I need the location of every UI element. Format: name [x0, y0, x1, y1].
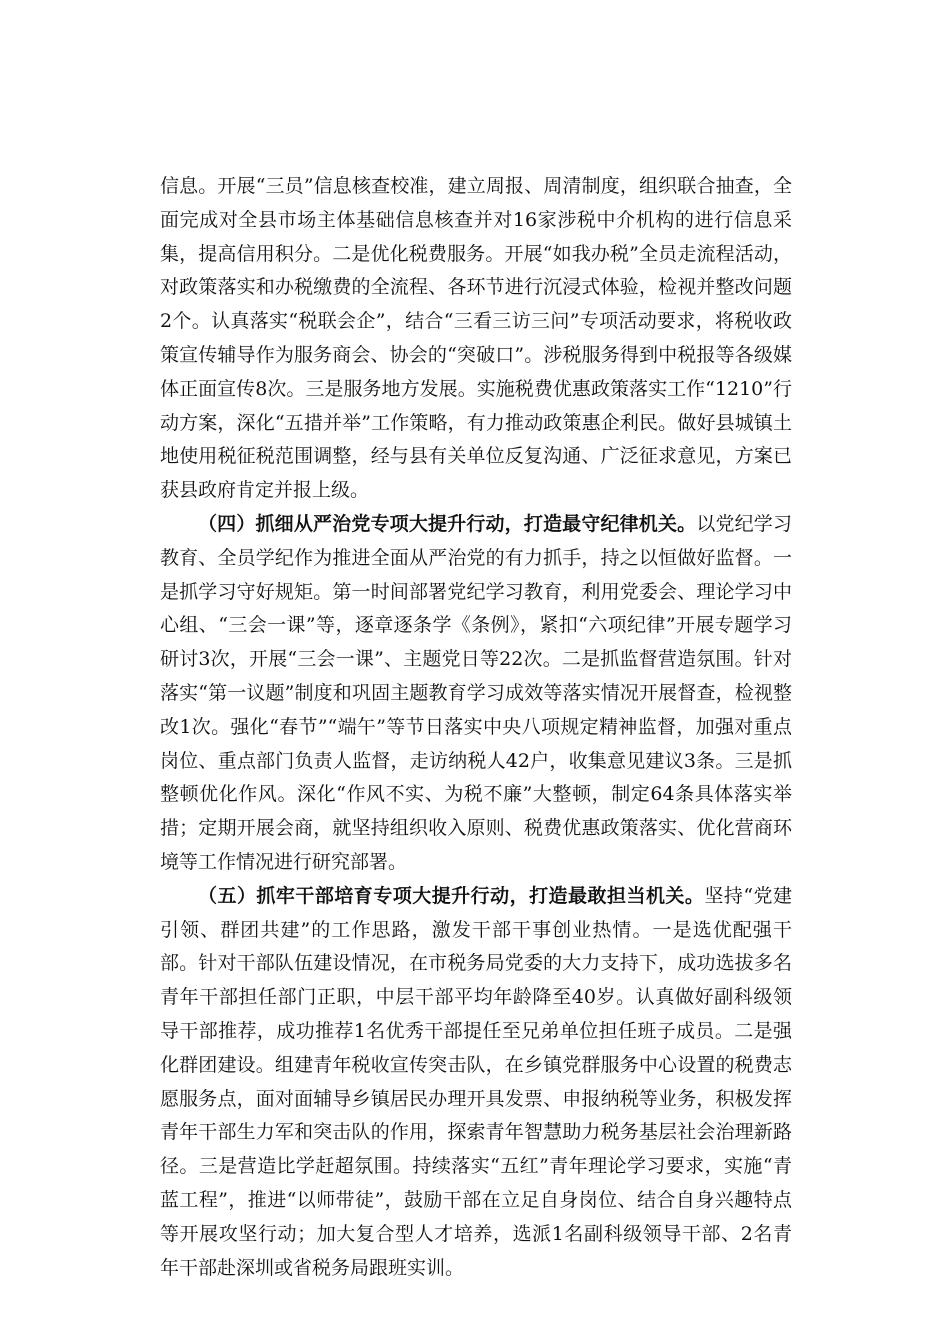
paragraph-continued	[160, 170, 792, 508]
paragraph-section-4	[160, 508, 792, 880]
document-body	[160, 170, 792, 1285]
paragraph-text: 坚持“党建引领、群团共建”的工作思路，激发干部干事创业热情。一是选优配强干部。针对干部队伍建设情况，在市税务局党委的大力支持下，成功选拔多名青年干部担任部门正职，中层干部平均年龄降至40岁。认真做好副科级领导干部推荐，成功推荐1名优秀干部提任至兄弟单位担任班子成员。二是强化群团建设。组建青年税收宣传突击队，在乡镇党群服务中心设置的税费志愿服务点，面对面辅导乡镇居民办理开具发票、申报纳税等业务，积极发挥青年干部生力军和突击队的作用，探索青年智慧助力税务基层社会治理新路径。三是营造比学赶超氛围。持续落实“五红”青年理论学习要求，实施“青蓝工程”，推进“以师带徒”，鼓励干部在立足自身岗位、结合自身兴趣特点等开展攻坚行动；加大复合型人才培养，选派1名副科级领导干部、2名青年干部赴深圳或省税务局跟班实训。	[160, 884, 792, 1279]
paragraph-text: 以党纪学习教育、全员学纪作为推进全面从严治党的有力抓手，持之以恒做好监督。一是抓学习守好规矩。第一时间部署党纪学习教育，利用党委会、理论学习中心组、“三会一课”等，逐章逐条学《条例》，紧扣“六项纪律”开展专题学习研讨3次，开展“三会一课”、主题党日等22次。二是抓监督营造氛围。针对落实“第一议题”制度和巩固主题教育学习成效等落实情况开展督查，检视整改1次。强化“春节”“端午”等节日落实中央八项规定精神监督，加强对重点岗位、重点部门负责人监督，走访纳税人42户，收集意见建议3条。三是抓整顿优化作风。深化“作风不实、为税不廉”大整顿，制定64条具体落实举措；定期开展会商，就坚持组织收入原则、税费优惠政策落实、优化营商环境等工作情况进行研究部署。	[160, 512, 792, 873]
section-heading: （五）抓牢干部培育专项大提升行动，打造最敢担当机关。	[198, 884, 705, 907]
paragraph-text: 信息。开展“三员”信息核查校准，建立周报、周清制度，组织联合抽查，全面完成对全县市场主体基础信息核查并对16家涉税中介机构的进行信息采集，提高信用积分。二是优化税费服务。开展“如我办税”全员走流程活动，对政策落实和办税缴费的全流程、各环节进行沉浸式体验，检视并整改问题2个。认真落实“税联会企”，结合“三看三访三问”专项活动要求，将税收政策宣传辅导作为服务商会、协会的“突破口”。涉税服务得到中税报等各级媒体正面宣传8次。三是服务地方发展。实施税费优惠政策落实工作“1210”行动方案，深化“五措并举”工作策略，有力推动政策惠企利民。做好县城镇土地使用税征税范围调整，经与县有关单位反复沟通、广泛征求意见，方案已获县政府肯定并报上级。	[160, 175, 792, 502]
section-heading: （四）抓细从严治党专项大提升行动，打造最守纪律机关。	[198, 512, 697, 535]
paragraph-section-5	[160, 880, 792, 1286]
